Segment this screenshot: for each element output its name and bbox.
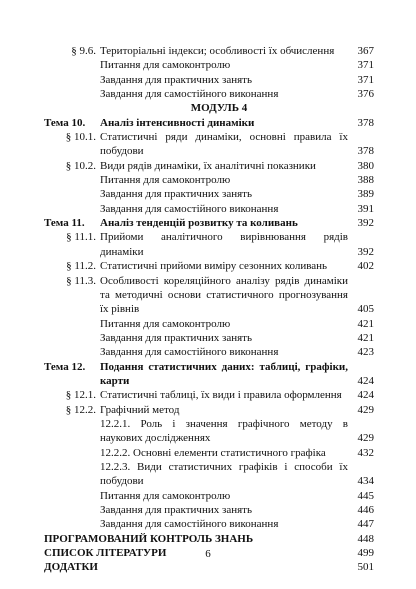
page-number: 392 (357, 245, 374, 258)
page-number: 378 (357, 145, 374, 158)
toc-row-subsection (44, 417, 374, 446)
page-number: 371 (357, 73, 374, 86)
section-title: Питання для самоконтролю (100, 174, 231, 187)
toc-row (44, 317, 374, 331)
toc-row-subsection (44, 446, 374, 460)
toc-row (44, 274, 374, 317)
toc-row (44, 58, 374, 72)
toc-row (44, 202, 374, 216)
topic-number: Тема 10. (44, 116, 86, 129)
page-number: 402 (357, 260, 374, 273)
section-title: Завдання для самостійного виконання (100, 346, 279, 359)
top-level-title: ДОДАТКИ (44, 561, 98, 574)
page-number: 423 (357, 346, 374, 359)
top-level-title: ПРОГРАМОВАНИЙ КОНТРОЛЬ ЗНАНЬ (44, 532, 254, 545)
page-number: 424 (357, 374, 374, 387)
page-number: 499 (357, 547, 374, 560)
toc-row (44, 159, 374, 173)
page-number: 391 (357, 202, 374, 215)
section-title: Особливості кореляційного аналізу рядів динаміки та методичні основи статистичного прогнозування їх рівнів (100, 274, 348, 316)
page-number: 501 (357, 561, 374, 574)
page-number: 389 (357, 188, 374, 201)
table-of-contents (44, 44, 374, 575)
page-number: 388 (357, 174, 374, 187)
section-title: Завдання для практичних занять (100, 73, 252, 86)
subsection-title: 12.2.1. Роль і значення графічного методу в наукових дослідженнях (100, 417, 348, 445)
section-title: Питання для самоконтролю (100, 59, 231, 72)
topic-number: Тема 12. (44, 360, 86, 373)
page-number: 434 (357, 475, 374, 488)
page-number: 446 (357, 504, 374, 516)
page-number: 380 (357, 159, 374, 172)
topic-number: Тема 11. (44, 217, 85, 230)
section-number: § 9.6. (71, 45, 96, 57)
toc-row-topic (44, 116, 374, 130)
toc-row (44, 73, 374, 87)
page-number: 429 (357, 432, 374, 445)
section-number: § 10.2. (65, 159, 96, 172)
page-number: 376 (357, 88, 374, 101)
section-title: Завдання для самостійного виконання (100, 202, 279, 215)
toc-row (44, 173, 374, 187)
section-title: Завдання для практичних занять (100, 504, 252, 516)
section-title: Завдання для самостійного виконання (100, 518, 279, 531)
page-number: 445 (357, 489, 374, 502)
section-title: Завдання для практичних занять (100, 331, 252, 344)
section-number: § 12.1. (65, 389, 96, 402)
section-title: Статистичні таблиці, їх види і правила оформлення (100, 389, 342, 402)
toc-row (44, 345, 374, 359)
section-number: § 11.1. (66, 231, 96, 244)
page-number: 424 (357, 389, 374, 402)
section-number: § 11.3. (66, 274, 96, 287)
topic-title: Аналіз тенденцій розвитку та коливань (100, 217, 298, 230)
section-number: § 11.2. (66, 260, 96, 273)
page-number: 405 (357, 303, 374, 316)
page-number: 378 (357, 116, 374, 129)
page-number: 421 (357, 331, 374, 344)
page-number: 392 (357, 217, 374, 230)
section-title: Прийоми аналітичного вирівнювання рядів динаміки (100, 231, 348, 258)
section-title: Статистичні ряди динаміки, основні правила їх побудови (100, 131, 348, 158)
toc-row-topic (44, 360, 374, 389)
toc-row (44, 130, 374, 159)
toc-row (44, 388, 374, 402)
page-number: 421 (357, 317, 374, 330)
page-number: 371 (357, 59, 374, 72)
section-title: Статистичні прийоми виміру сезонних коливань (100, 260, 328, 273)
toc-row (44, 87, 374, 101)
topic-title: Подання статистичних даних: таблиці, графіки, карти (100, 360, 348, 387)
section-title: Завдання для самостійного виконання (100, 88, 279, 101)
page-number: 447 (357, 518, 374, 531)
toc-row (44, 259, 374, 273)
toc-row (44, 489, 374, 503)
toc-row (44, 187, 374, 201)
page-footer-number: 6 (205, 548, 211, 560)
top-level-title: СПИСОК ЛІТЕРАТУРИ (44, 547, 167, 560)
section-title: Завдання для практичних занять (100, 188, 252, 201)
section-title: Територіальні індекси; особливості їх обчислення (100, 45, 335, 57)
toc-row (44, 503, 374, 517)
page-number: 432 (357, 446, 374, 459)
section-title: Питання для самоконтролю (100, 317, 231, 330)
page-number: 429 (357, 403, 374, 416)
toc-row (44, 44, 374, 58)
toc-row (44, 517, 374, 531)
toc-row-subsection (44, 460, 374, 489)
section-title: Графічний метод (100, 403, 180, 416)
section-number: § 10.1. (65, 131, 96, 144)
toc-row (44, 331, 374, 345)
subsection-title: 12.2.3. Види статистичних графіків і способи їх побудови (100, 460, 348, 488)
module-heading: МОДУЛЬ 4 (190, 102, 248, 115)
page-number: 367 (357, 45, 374, 57)
toc-row (44, 230, 374, 259)
toc-row-top-level (44, 560, 374, 574)
topic-title: Аналіз інтенсивності динаміки (100, 116, 255, 129)
toc-row-topic (44, 216, 374, 230)
toc-row (44, 403, 374, 417)
section-title: Види рядів динаміки, їх аналітичні показники (100, 159, 316, 172)
toc-row-top-level (44, 532, 374, 546)
section-title: Питання для самоконтролю (100, 489, 231, 502)
section-number: § 12.2. (65, 403, 96, 416)
subsection-title: 12.2.2. Основні елементи статистичного графіка (100, 446, 326, 459)
page-number: 448 (357, 532, 374, 545)
